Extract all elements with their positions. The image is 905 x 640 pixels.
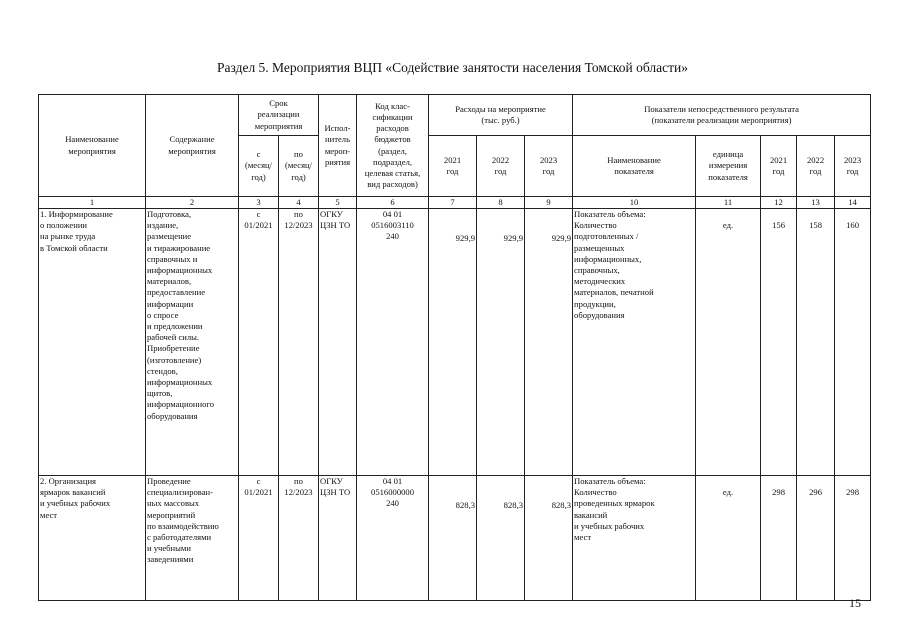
- indicator-unit: ед.: [696, 209, 761, 476]
- indicator-2021: 156: [761, 209, 797, 476]
- term-from: с 01/2021: [239, 209, 279, 476]
- table-row: [39, 209, 871, 476]
- indicator-name: Показатель объема: Количество подготовленных / размещенных информационных, справочных, методических материалов, печатной продукции, оборудования: [573, 209, 696, 476]
- column-number: 11: [696, 197, 761, 209]
- column-numbers-row: [39, 197, 871, 209]
- header-name: Наименование мероприятия: [39, 95, 146, 197]
- measure-name: 2. Организация ярмарок вакансий и учебных рабочих мест: [39, 476, 146, 601]
- column-number: 3: [239, 197, 279, 209]
- expense-2023: 828,3: [525, 476, 573, 601]
- column-number: 13: [797, 197, 835, 209]
- expense-2023: 929,9: [525, 209, 573, 476]
- page-title: Раздел 5. Мероприятия ВЦП «Содействие занятости населения Томской области»: [217, 60, 688, 75]
- indicator-2021: 298: [761, 476, 797, 601]
- indicator-unit: ед.: [696, 476, 761, 601]
- expense-2021: 828,3: [429, 476, 477, 601]
- measures-table: [38, 94, 871, 601]
- header-ind-unit: единица измерения показателя: [696, 136, 761, 197]
- indicator-2022: 158: [797, 209, 835, 476]
- header-ind-2021: 2021 год: [761, 136, 797, 197]
- column-number: 9: [525, 197, 573, 209]
- header-ind-2022: 2022 год: [797, 136, 835, 197]
- executor: ОГКУ ЦЗН ТО: [319, 476, 357, 601]
- term-to: по 12/2023: [279, 476, 319, 601]
- expense-2022: 828,3: [477, 476, 525, 601]
- column-number: 1: [39, 197, 146, 209]
- header-executor: Испол- нитель мероп- риятия: [319, 95, 357, 197]
- header-term: Срок реализации мероприятия: [239, 95, 319, 136]
- expense-2021: 929,9: [429, 209, 477, 476]
- measure-content: Проведение специализирован- ных массовых мероприятий по взаимодействию с работодателями и учебными заведениями: [146, 476, 239, 601]
- page-number: 15: [849, 596, 861, 610]
- expense-2022: 929,9: [477, 209, 525, 476]
- indicator-2023: 298: [835, 476, 871, 601]
- column-number: 14: [835, 197, 871, 209]
- indicator-2022: 296: [797, 476, 835, 601]
- table-row: [39, 476, 871, 601]
- column-number: 10: [573, 197, 696, 209]
- header-code: Код клас- сификации расходов бюджетов (раздел, подраздел, целевая статья, вид расходов): [357, 95, 429, 197]
- column-number: 12: [761, 197, 797, 209]
- measure-name: 1. Информирование о положении на рынке труда в Томской области: [39, 209, 146, 476]
- header-exp-2022: 2022 год: [477, 136, 525, 197]
- indicator-2023: 160: [835, 209, 871, 476]
- column-number: 8: [477, 197, 525, 209]
- budget-code: 04 01 0516000000 240: [357, 476, 429, 601]
- indicator-name: Показатель объема: Количество проведенных ярмарок вакансий и учебных рабочих мест: [573, 476, 696, 601]
- header-expenses: Расходы на мероприятие (тыс. руб.): [429, 95, 573, 136]
- header-ind-2023: 2023 год: [835, 136, 871, 197]
- measure-content: Подготовка, издание, размещение и тиражирование справочных и информационных материалов, предоставление информации о спросе и предложении рабочей силы. Приобретение (изготовление) стендов, информационных щитов, информационного оборудования: [146, 209, 239, 476]
- column-number: 5: [319, 197, 357, 209]
- budget-code: 04 01 0516003110 240: [357, 209, 429, 476]
- header-content: Содержание мероприятия: [146, 95, 239, 197]
- header-term-from: с (месяц/ год): [239, 136, 279, 197]
- term-from: с 01/2021: [239, 476, 279, 601]
- column-number: 4: [279, 197, 319, 209]
- executor: ОГКУ ЦЗН ТО: [319, 209, 357, 476]
- term-to: по 12/2023: [279, 209, 319, 476]
- header-term-to: по (месяц/ год): [279, 136, 319, 197]
- column-number: 7: [429, 197, 477, 209]
- column-number: 2: [146, 197, 239, 209]
- header-exp-2021: 2021 год: [429, 136, 477, 197]
- header-ind-name: Наименование показателя: [573, 136, 696, 197]
- header-indicators: Показатели непосредственного результата (показатели реализации мероприятия): [573, 95, 871, 136]
- column-number: 6: [357, 197, 429, 209]
- header-exp-2023: 2023 год: [525, 136, 573, 197]
